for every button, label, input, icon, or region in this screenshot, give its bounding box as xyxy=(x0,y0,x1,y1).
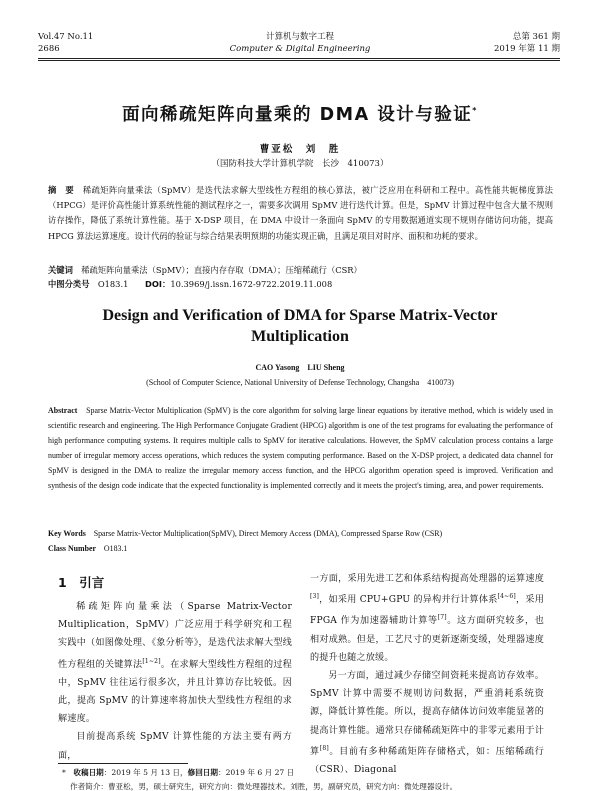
intro-paragraph-1 xyxy=(58,598,292,728)
header-issue-total: 总第 361 期 xyxy=(512,32,560,42)
received-label: 收稿日期 xyxy=(73,768,104,777)
intro-p3-c: ，采用 FPGA 作为加速器辅助计算等 xyxy=(310,595,544,627)
abstract-en xyxy=(48,404,553,493)
received-date: 2019 年 5 月 13 日 xyxy=(111,768,181,777)
intro-p1-rest: 。在求解大型线性方程组的过程中，SpMV 往往运行很多次，并且计算访存比较低。因此，提高 SpMV 的计算速率将加快大型线性方程组的求解速度。 xyxy=(58,659,292,725)
intro-p3-a: 一方面，采用先进工艺和体系结构提高处理器的运算速度 xyxy=(310,574,544,584)
section-1-number: 1 xyxy=(58,575,67,590)
intro-p3-b: ，如采用 CPU+GPU 的异构并行计算体系 xyxy=(319,595,498,606)
authors-cn: 曹亚松 刘 胜 xyxy=(259,144,341,155)
abstract-cn-label: 摘 要 xyxy=(48,185,75,195)
title-en: Design and Verification of DMA for Sparse Matrix-Vector Multiplication xyxy=(102,307,498,345)
body-right-column xyxy=(310,570,544,779)
doi-label: DOI： xyxy=(144,279,171,289)
header-date: 2019 年第 11 期 xyxy=(493,44,560,54)
title-footnote-mark: * xyxy=(472,106,478,116)
revised-date: 2019 年 6 月 27 日 xyxy=(225,768,295,777)
footnote-mark: * xyxy=(62,768,66,777)
keywords-cn-text: 稀疏矩阵向量乘法（SpMV）；直接内存存取（DMA）；压缩稀疏行（CSR） xyxy=(81,265,362,275)
abstract-cn-text: 稀疏矩阵向量乘法（SpMV）是迭代法求解大型线性方程组的核心算法，被广泛应用在科研和工程中。高性能共轭梯度算法（HPCG）是评价高性能计算系统性能的测试程序之一，需要多次调用 SpMV 进行迭代计算。但是，SpMV 计算过程中包含大量不规则访存操作，降低了系统计算性能。基于 X-DSP 项目，在 DMA 中设计一条面向 SpMV 的专用数据通道实现不规则存储访问功能，提高 HPCG 算法运算速度。设计代码的验证与综合结果表明预期的功能实现正确，且满足项目对时序、面积和功耗的要求。 xyxy=(48,185,553,241)
intro-p3-ref-c: [7] xyxy=(437,614,447,622)
header-journal-cn: 计算机与数字工程 xyxy=(265,32,334,42)
class-cn-number: O183.1 xyxy=(97,279,129,289)
intro-paragraph-2: 目前提高系统 SpMV 计算性能的方法主要有两方面， xyxy=(58,732,292,761)
intro-p4-b: 。目前有多种稀疏矩阵存储格式，如：压缩稀疏行（CSR）、Diagonal xyxy=(310,746,544,776)
header-rule xyxy=(38,58,560,59)
section-1-title: 引言 xyxy=(79,575,105,590)
abstract-cn xyxy=(48,183,553,244)
doi-value: 10.3969/j.issn.1672-9722.2019.11.008 xyxy=(170,279,333,289)
authors-en: CAO Yasong LIU Sheng xyxy=(255,363,345,372)
class-en-number: O183.1 xyxy=(103,544,128,553)
footnote-rule xyxy=(58,763,188,764)
keywords-en-text: Sparse Matrix-Vector Multiplication(SpMV), Direct Memory Access (DMA), Compressed Sparse Row (CSR) xyxy=(93,529,443,538)
header-page-number: 2686 xyxy=(38,44,60,54)
intro-p4-ref: [8] xyxy=(319,744,329,752)
section-1-heading xyxy=(58,573,104,591)
intro-p3-ref-a: [3] xyxy=(310,593,320,601)
intro-paragraph-3 xyxy=(310,570,544,667)
class-en-label: Class Number xyxy=(48,544,97,553)
class-cn-label: 中图分类号 xyxy=(48,279,90,289)
intro-p4-a: 另一方面，通过减少存储空间资耗来提高访存效率。SpMV 计算中需要不规则访问数据，严重消耗系统资源，降低计算性能。所以，提高存储体访问效率能显著的提高计算性能。通常只存储稀疏矩阵中的非零元素用于计算 xyxy=(310,671,544,757)
revised-label: 修回日期 xyxy=(187,768,218,777)
footnote-dates: * 收稿日期：2019 年 5 月 13 日，修回日期：2019 年 6 月 27 日 xyxy=(62,768,295,777)
intro-p3-ref-b: [4~6] xyxy=(497,593,516,601)
intro-p3-d: 。这方面研究较多，也相对成熟。但是，工艺尺寸的更新逐渐变缓，处理器速度的提升也随之放缓。 xyxy=(310,616,544,663)
body-left-column xyxy=(58,598,292,765)
affiliation-cn: （国防科技大学计算机学院 长沙 410073） xyxy=(211,159,389,169)
title-cn-text: 面向稀疏矩阵向量乘的 DMA 设计与验证 xyxy=(122,105,473,125)
class-doi-cn xyxy=(48,277,553,292)
intro-p1-ref: [1~2] xyxy=(142,657,161,665)
title-cn xyxy=(0,101,600,126)
keywords-en xyxy=(48,527,553,542)
intro-paragraph-4 xyxy=(310,667,544,779)
affiliation-en: (School of Computer Science, National University of Defense Technology, Changsha 410073) xyxy=(146,378,454,387)
abstract-en-label: Abstract xyxy=(48,406,78,415)
abstract-en-text: Sparse Matrix-Vector Multiplication (SpMV) is the core algorithm for solving large linear equations by iterative method, which is widely used in scientific research and engineering. The High Performance Conjugate Gradient (HPCG) algorithm is one of the test programs for evaluating the performance of high performance computing systems. It requires multiple calls to SpMV for iterative calculations. However, the SpMV calculation process contains a large number of irregular memory access operations, which reduces the system computing performance. Based on the X-DSP project, a dedicated data channel for SpMV is designed in the DMA to realize the irregular memory access function, and the HPCG algorithm operation speed is improved. Verification and synthesis of the design code indicate that the expected functionality is implemented correctly and it meets the project's timing, area, and power requirements. xyxy=(48,406,553,490)
footnote-bio: 作者简介：曹亚松，男，硕士研究生，研究方向：微处理器技术。刘胜，男，副研究员，研究方向：微处理器设计。 xyxy=(70,782,458,791)
header-journal-en: Computer & Digital Engineering xyxy=(229,44,371,54)
intro-p1-text: 稀疏矩阵向量乘法（Sparse Matrix-Vector Multiplication，SpMV）广泛应用于科学研究和工程实践中（如图像处理、《象分析等》，是迭代法求解大型线性方程组的关键算法 xyxy=(58,602,292,670)
keywords-cn xyxy=(48,263,553,278)
header-rule-2 xyxy=(38,60,560,61)
keywords-en-label: Key Words xyxy=(48,529,86,538)
class-en xyxy=(48,542,553,557)
keywords-cn-label: 关键词 xyxy=(48,265,73,275)
header-volume: Vol.47 No.11 xyxy=(38,32,94,42)
